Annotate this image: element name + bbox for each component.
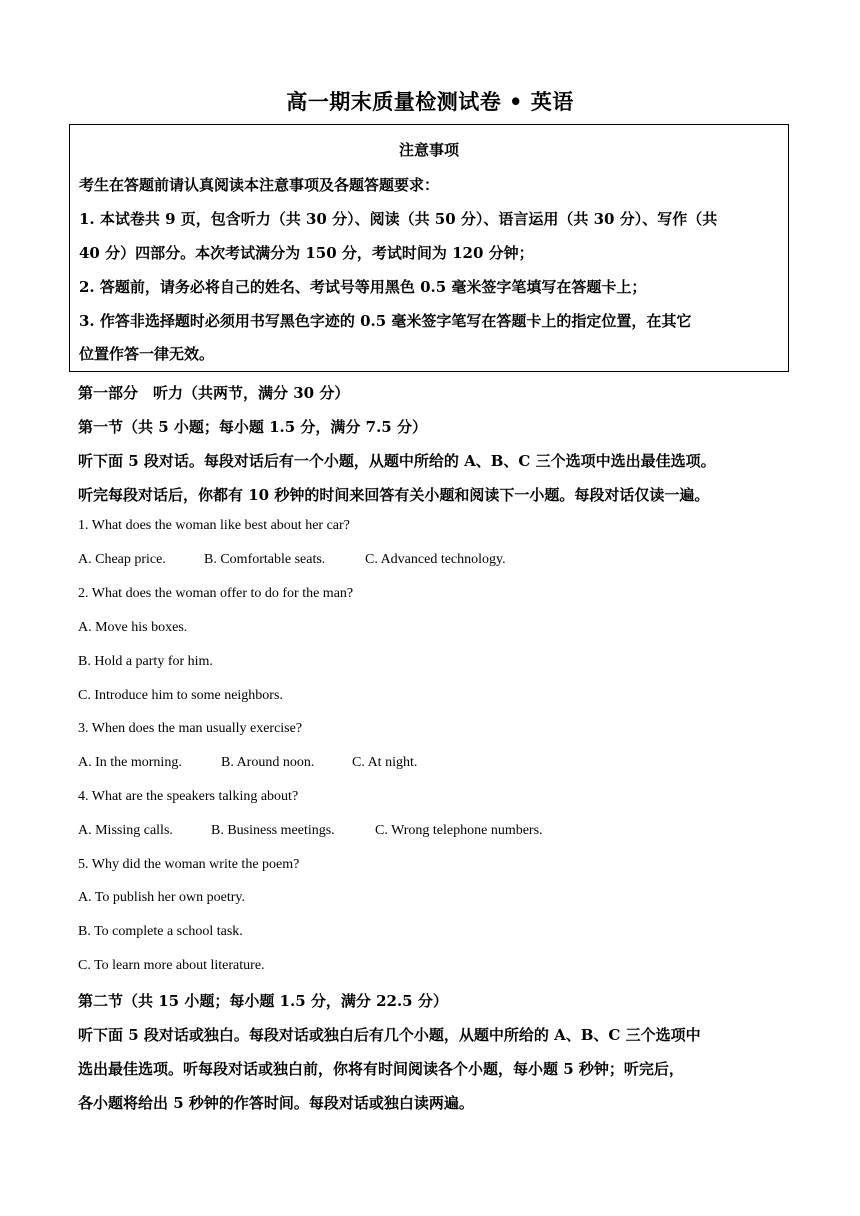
notice-item-1b: 40 分）四部分。本次考试满分为 150 分，考试时间为 120 分钟；: [79, 244, 534, 262]
notice-item-1a: 1. 本试卷共 9 页，包含听力（共 30 分）、阅读（共 50 分）、语言运用（共 30 分）、写作（共: [79, 210, 718, 228]
question-1-option-a: A. Cheap price.: [78, 552, 166, 567]
question-2-stem: 2. What does the woman offer to do for the man?: [78, 586, 354, 601]
question-1-options: [78, 552, 506, 568]
question-5-option-b: B. To complete a school task.: [78, 924, 243, 939]
section2-instruction-b: 选出最佳选项。听每段对话或独白前，你将有时间阅读各个小题，每小题 5 秒钟；听完后，: [78, 1060, 684, 1078]
question-2-option-b: B. Hold a party for him.: [78, 654, 213, 669]
question-3-stem: 3. When does the man usually exercise?: [78, 721, 303, 736]
question-1-option-c: C. Advanced technology.: [365, 552, 506, 567]
question-4-options: [78, 823, 543, 839]
section2-heading: 第二节（共 15 小题；每小题 1.5 分，满分 22.5 分）: [78, 992, 448, 1010]
question-5-option-a: A. To publish her own poetry.: [78, 890, 246, 905]
question-4-option-c: C. Wrong telephone numbers.: [375, 823, 543, 838]
question-1-option-b: B. Comfortable seats.: [204, 552, 326, 567]
section1-heading: 第一节（共 5 小题；每小题 1.5 分，满分 7.5 分）: [78, 418, 427, 436]
question-4-option-b: B. Business meetings.: [211, 823, 335, 838]
question-1-stem: 1. What does the woman like best about her car?: [78, 518, 350, 533]
notice-item-2: 2. 答题前，请务必将自己的姓名、考试号等用黑色 0.5 毫米签字笔填写在答题卡上；: [79, 278, 647, 296]
question-3-options: [78, 755, 417, 771]
notice-item-3a: 3. 作答非选择题时必须用书写黑色字迹的 0.5 毫米签字笔写在答题卡上的指定位置，在其它: [79, 312, 692, 330]
notice-box: [69, 124, 789, 372]
notice-intro: 考生在答题前请认真阅读本注意事项及各题答题要求：: [79, 176, 440, 194]
question-5-stem: 5. Why did the woman write the poem?: [78, 857, 300, 872]
page-title: 高一期末质量检测试卷 • 英语: [286, 89, 574, 114]
section1-instruction-a: 听下面 5 段对话。每段对话后有一个小题，从题中所给的 A、B、C 三个选项中选出最佳选项。: [78, 452, 716, 470]
notice-heading: 注意事项: [398, 141, 459, 159]
question-3-option-a: A. In the morning.: [78, 755, 182, 770]
notice-item-3b: 位置作答一律无效。: [79, 345, 215, 363]
section2-instruction-c: 各小题将给出 5 秒钟的作答时间。每段对话或独白读两遍。: [78, 1094, 474, 1112]
question-2-option-c: C. Introduce him to some neighbors.: [78, 688, 283, 703]
question-5-option-c: C. To learn more about literature.: [78, 958, 265, 973]
question-3-option-b: B. Around noon.: [221, 755, 315, 770]
section2-instruction-a: 听下面 5 段对话或独白。每段对话或独白后有几个小题，从题中所给的 A、B、C 三个选项中: [78, 1026, 701, 1044]
part1-heading: 第一部分 听力（共两节，满分 30 分）: [78, 384, 350, 402]
question-4-option-a: A. Missing calls.: [78, 823, 173, 838]
section1-instruction-b: 听完每段对话后，你都有 10 秒钟的时间来回答有关小题和阅读下一小题。每段对话仅读一遍。: [78, 486, 710, 504]
question-3-option-c: C. At night.: [352, 755, 418, 770]
question-4-stem: 4. What are the speakers talking about?: [78, 789, 299, 804]
question-2-option-a: A. Move his boxes.: [78, 620, 188, 635]
